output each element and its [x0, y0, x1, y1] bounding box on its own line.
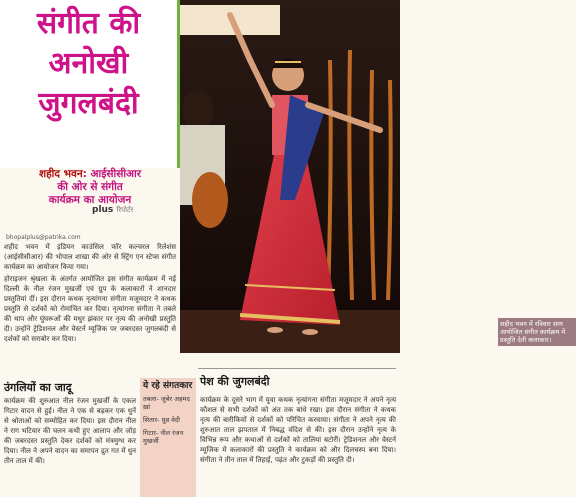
accompanists-title: ये रहे संगतकार: [143, 381, 193, 391]
dancer-photo: [180, 0, 566, 353]
article-paragraph-2: होराइजन श्रृंखला के अंतर्गत आयोजित इस संगीत कार्यक्रम में नई दिल्ली के नील रंजन मुखर्जी एवं ग्रुप के कलाकारों ने शानदार प्रस्तुतियां दीं। इस दौरान कथक नृत्यांगना संगीता मजूमदार ने कथक प्रस्तुति से दर्शकों को रोमांचित कर दिया। नृत्यांगना संगीता ने तबले की थाप और घुंघरूओं की मधुर झंकार पर नृत्य की अनोखी प्रस्तुति दी। उन्होंने ट्रेडिशनल और वेस्टर्न म्यूजिक पर जबरदस्त जुगलबंदी से दर्शकों को सराबोर कर दिया।: [4, 275, 176, 343]
subheadline-part1: : आईसीसीआर: [82, 168, 142, 180]
accompanist-item: तबला- जुबेर अहमद ख़ां: [143, 395, 190, 411]
accompanists-list: [143, 395, 193, 445]
subheadline-line3: कार्यक्रम का आयोजन: [48, 194, 132, 206]
subheadline-block: [0, 168, 180, 207]
subheadline-place: शहीद भवन: [38, 168, 83, 180]
article-paragraph-1: शहीद भवन में इंडियन काउंसिल फॉर कल्चरल रिलेशंस (आईसीसीआर) की भोपाल शाखा की ओर से स्ट्रिंग एन स्टेप्स संगीत कार्यक्रम का आयोजन किया गया।: [4, 243, 176, 271]
byline: [92, 205, 133, 215]
article-intro: [4, 242, 176, 346]
accompanist-item: गिटार- नील रंजन मुखर्जी: [143, 429, 184, 445]
reporter-email: bhopalplus@patrika.com: [6, 234, 81, 241]
section-title-fingers: उंगलियों का जादू: [4, 381, 72, 394]
section-body-fingers: कार्यक्रम की शुरुआत नील रंजन मुखर्जी के एकल गिटार वादन से हुई। नील ने एक से बढ़कर एक धुनें से श्रोताओं को सम्मोहित कर दिया। इस दौरान नील ने राग भटियार की चलन कथी हुए आलाप और जोड़ की जबरदस्त प्रस्तुति देकर दर्शकों को मंत्रमुग्ध कर दिया। नील ने अपने वादन का समापन द्रुत गत में धुन तीन ताल में की।: [4, 397, 136, 465]
photo-caption: शहीद भवन में रविवार शाम आयोजित संगीत कार्यक्रम में प्रस्तुति देती कलाकार।: [498, 318, 576, 346]
accompanist-item: सितार- धुव्र वेदी: [143, 416, 180, 424]
byline-name: plus: [92, 205, 114, 215]
subheadline-line2: की ओर से संगीत: [57, 181, 123, 193]
divider: [198, 368, 396, 369]
accompanists-box: [140, 378, 196, 497]
section-body-jugalbandi: कार्यक्रम के दूसरे भाग में युवा कथक नृत्यांगना संगीता मजूमदार ने अपने नृत्य कौशल से सभी दर्शकों को अंत तक बांधे रखा। इस दौरान संगीता ने कथक नृत्य की बारीकियों से दर्शकों को परिचित करवाया। संगीता ने अपने नृत्य की शुरुआत ताल झपताल में निबद्ध वंदिश से की। इस दौरान उन्होंने नृत्य के विभिन्न रूप और कथाओं से दर्शकों को तालियां बटोरीं। ट्रेडिशनल और वेस्टर्न म्यूजिक में कलाकारों की प्रस्तुति ने कार्यक्रम को और दिलचस्प बना दिया। संगीता ने तीन ताल में तिहाई, पढ़ंत और टुकड़ों की प्रस्तुति दी।: [200, 396, 396, 464]
byline-tail: रिपोर्टर: [116, 206, 134, 214]
subheadline-line1: [0, 168, 180, 181]
dancer-photo-illustration: [180, 0, 400, 353]
section-title-jugalbandi: पेश की जुगलबंदी: [200, 375, 270, 388]
headline-block: [0, 0, 180, 168]
headline: संगीत की अनोखी जुगलबंदी: [36, 6, 141, 121]
